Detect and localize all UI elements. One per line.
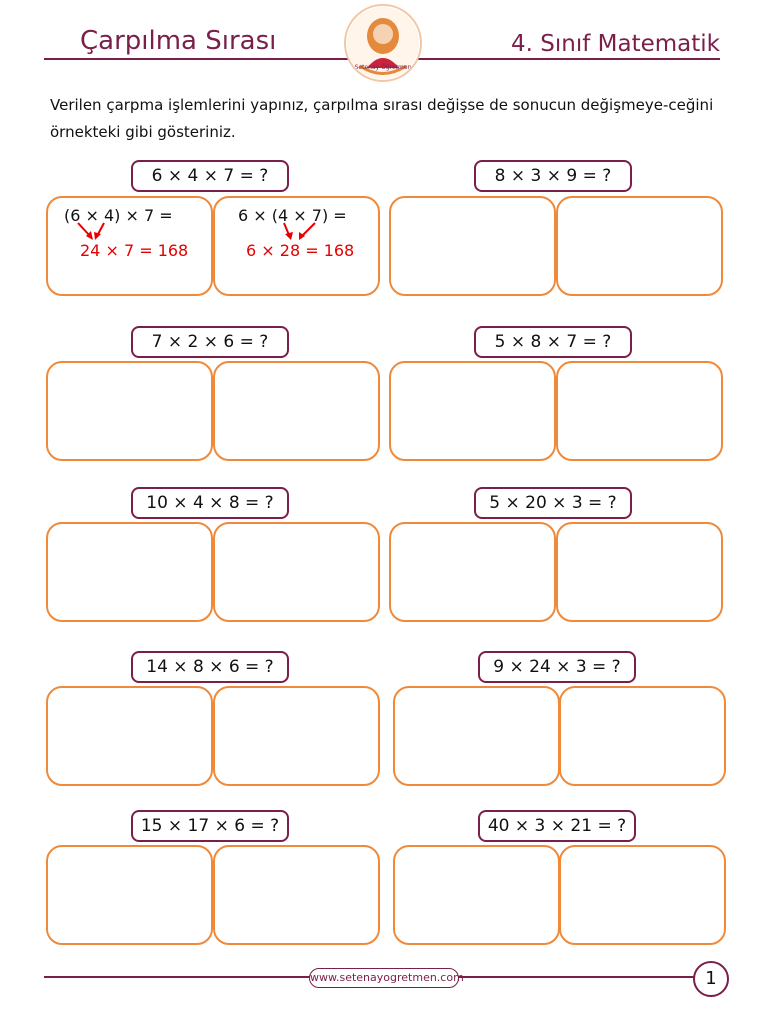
answer-box[interactable]: [46, 686, 213, 786]
page-number: 1: [693, 961, 729, 997]
page-title: Çarpılma Sırası: [80, 26, 277, 56]
answer-box[interactable]: [389, 196, 556, 296]
footer-url[interactable]: www.setenayogretmen.com: [309, 968, 459, 988]
example-right-line1: 6 × (4 × 7) =: [238, 206, 347, 225]
answer-box[interactable]: [556, 196, 723, 296]
subject-title: 4. Sınıf Matematik: [511, 31, 720, 57]
problem-label: 40 × 3 × 21 = ?: [478, 810, 636, 842]
problem-label: 5 × 20 × 3 = ?: [474, 487, 632, 519]
answer-box[interactable]: [393, 686, 560, 786]
logo-text: Setenay Öğretmen: [354, 64, 412, 71]
answer-box[interactable]: [389, 361, 556, 461]
answer-box[interactable]: [389, 522, 556, 622]
answer-box[interactable]: [213, 686, 380, 786]
problem-label: 8 × 3 × 9 = ?: [474, 160, 632, 192]
arrow-icon: [284, 223, 293, 240]
example-left-line1: (6 × 4) × 7 =: [64, 206, 173, 225]
answer-box[interactable]: [559, 686, 726, 786]
problem-label: 10 × 4 × 8 = ?: [131, 487, 289, 519]
answer-box[interactable]: [393, 845, 560, 945]
problem-label: 7 × 2 × 6 = ?: [131, 326, 289, 358]
answer-box[interactable]: [213, 361, 380, 461]
answer-box[interactable]: [556, 522, 723, 622]
problem-label: 9 × 24 × 3 = ?: [478, 651, 636, 683]
answer-box[interactable]: [213, 845, 380, 945]
answer-box[interactable]: [46, 845, 213, 945]
problem-label: 15 × 17 × 6 = ?: [131, 810, 289, 842]
arrow-icon: [78, 223, 93, 240]
arrow-icon: [94, 223, 104, 240]
example-left-line2: 24 × 7 = 168: [80, 241, 189, 260]
answer-box[interactable]: [213, 522, 380, 622]
answer-box[interactable]: [46, 522, 213, 622]
example-right-line2: 6 × 28 = 168: [246, 241, 355, 260]
arrow-icon: [299, 223, 315, 240]
example-arrows: [46, 196, 386, 292]
problem-label: 14 × 8 × 6 = ?: [131, 651, 289, 683]
answer-box[interactable]: [559, 845, 726, 945]
problem-label: 6 × 4 × 7 = ?: [131, 160, 289, 192]
teacher-logo: [344, 4, 422, 82]
problem-label: 5 × 8 × 7 = ?: [474, 326, 632, 358]
answer-box[interactable]: [556, 361, 723, 461]
answer-box[interactable]: [46, 361, 213, 461]
instructions: Verilen çarpma işlemlerini yapınız, çarpılma sırası değişse de sonucun değişmeye-ceğini örnekteki gibi gösteriniz.: [50, 96, 714, 141]
